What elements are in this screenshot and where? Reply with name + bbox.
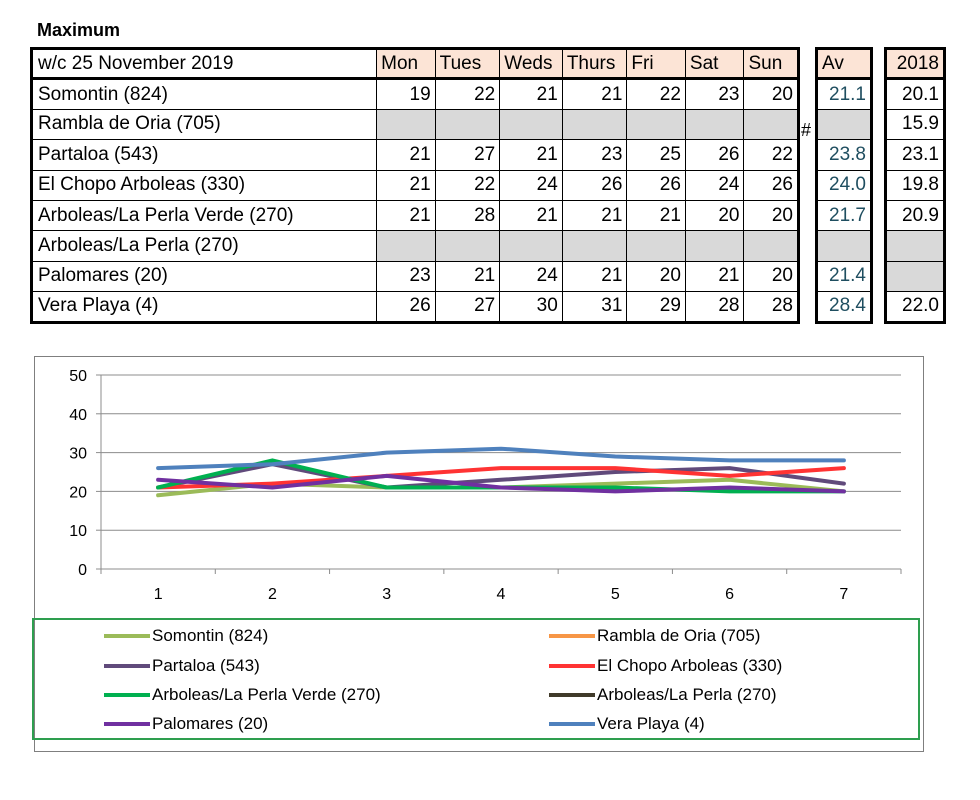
day-value: 27 xyxy=(435,140,500,170)
average-value xyxy=(817,109,872,139)
average-table xyxy=(815,47,873,324)
x-tick-label: 7 xyxy=(839,586,849,603)
day-value: 21 xyxy=(685,261,744,291)
x-tick-label: 6 xyxy=(725,586,735,603)
y-tick-label: 30 xyxy=(69,445,87,463)
day-value xyxy=(744,109,799,139)
site-name: Arboleas/La Perla Verde (270) xyxy=(32,200,377,230)
year-2018-value xyxy=(886,231,945,261)
day-value: 21 xyxy=(377,200,436,230)
series-line xyxy=(158,449,844,468)
year-2018-value: 20.1 xyxy=(886,79,945,109)
average-value: 21.4 xyxy=(817,261,872,291)
year-2018-table xyxy=(884,47,946,324)
temperature-table xyxy=(30,47,800,324)
day-value: 23 xyxy=(562,140,627,170)
table-row xyxy=(32,140,799,170)
chart-legend xyxy=(32,618,920,740)
day-value: 21 xyxy=(377,140,436,170)
x-tick-label: 3 xyxy=(382,586,392,603)
day-value: 20 xyxy=(744,261,799,291)
day-value xyxy=(435,231,500,261)
legend-label: Partaloa (543) xyxy=(152,656,260,675)
day-value: 23 xyxy=(377,261,436,291)
day-value: 28 xyxy=(744,292,799,322)
site-name: Partaloa (543) xyxy=(32,140,377,170)
year-2018-value xyxy=(886,261,945,291)
table-row xyxy=(32,261,799,291)
site-name: Palomares (20) xyxy=(32,261,377,291)
day-value: 28 xyxy=(435,200,500,230)
site-name: Vera Playa (4) xyxy=(32,292,377,322)
day-value: 21 xyxy=(435,261,500,291)
legend-label: El Chopo Arboleas (330) xyxy=(597,656,783,675)
page-title: Maximum xyxy=(37,20,121,40)
site-name: Rambla de Oria (705) xyxy=(32,109,377,139)
table-row xyxy=(32,109,799,139)
y-tick-label: 10 xyxy=(69,523,87,541)
day-value xyxy=(435,109,500,139)
y-tick-label: 0 xyxy=(78,562,87,579)
day-header: Sun xyxy=(744,49,799,79)
day-value xyxy=(627,231,686,261)
y-tick-label: 20 xyxy=(69,484,87,502)
day-header: Mon xyxy=(377,49,436,79)
x-tick-label: 1 xyxy=(153,586,163,603)
day-header: Tues xyxy=(435,49,500,79)
average-value: 28.4 xyxy=(817,292,872,322)
day-value: 20 xyxy=(744,200,799,230)
site-name: Somontin (824) xyxy=(32,79,377,109)
day-value xyxy=(685,109,744,139)
legend-swatch xyxy=(549,693,595,697)
legend-label: Somontin (824) xyxy=(152,626,269,645)
day-value: 31 xyxy=(562,292,627,322)
day-value xyxy=(744,231,799,261)
day-value xyxy=(562,231,627,261)
day-value: 24 xyxy=(685,170,744,200)
day-value xyxy=(500,231,563,261)
day-value xyxy=(562,109,627,139)
day-value: 26 xyxy=(562,170,627,200)
average-value: 21.1 xyxy=(817,79,872,109)
day-value: 30 xyxy=(500,292,563,322)
day-value: 28 xyxy=(685,292,744,322)
average-value: 23.8 xyxy=(817,140,872,170)
day-value: 20 xyxy=(685,200,744,230)
x-tick-label: 4 xyxy=(496,586,506,603)
day-value: 21 xyxy=(500,79,563,109)
average-value xyxy=(817,231,872,261)
day-value: 21 xyxy=(562,79,627,109)
table-row xyxy=(32,200,799,230)
day-value: 21 xyxy=(562,261,627,291)
day-value: 21 xyxy=(500,200,563,230)
day-value xyxy=(627,109,686,139)
day-value: 26 xyxy=(685,140,744,170)
legend-label: Arboleas/La Perla Verde (270) xyxy=(152,685,381,704)
year-header: 2018 xyxy=(886,49,945,79)
day-value: 25 xyxy=(627,140,686,170)
y-tick-label: 50 xyxy=(69,368,87,385)
x-tick-label: 2 xyxy=(267,586,277,603)
day-value xyxy=(685,231,744,261)
legend-label: Rambla de Oria (705) xyxy=(597,626,761,645)
legend-swatch xyxy=(549,664,595,668)
day-header: Sat xyxy=(685,49,744,79)
year-2018-value: 22.0 xyxy=(886,292,945,322)
day-value: 21 xyxy=(377,170,436,200)
site-name: El Chopo Arboleas (330) xyxy=(32,170,377,200)
day-value: 22 xyxy=(435,170,500,200)
x-tick-label: 5 xyxy=(610,586,620,603)
day-value: 20 xyxy=(627,261,686,291)
day-value xyxy=(377,231,436,261)
day-value: 22 xyxy=(744,140,799,170)
average-value: 24.0 xyxy=(817,170,872,200)
day-header: Weds xyxy=(500,49,563,79)
legend-label: Palomares (20) xyxy=(152,714,269,733)
average-value: 21.7 xyxy=(817,200,872,230)
year-2018-value: 23.1 xyxy=(886,140,945,170)
legend-swatch xyxy=(104,693,150,697)
legend-swatch xyxy=(104,722,150,726)
year-2018-value: 15.9 xyxy=(886,109,945,139)
hash-mark: # xyxy=(801,120,812,140)
legend-swatch xyxy=(549,722,595,726)
legend-swatch xyxy=(549,634,595,638)
day-value: 22 xyxy=(627,79,686,109)
year-2018-value: 20.9 xyxy=(886,200,945,230)
table-row xyxy=(32,231,799,261)
day-value: 20 xyxy=(744,79,799,109)
table-row xyxy=(32,170,799,200)
day-value: 27 xyxy=(435,292,500,322)
day-value: 26 xyxy=(377,292,436,322)
day-header: Fri xyxy=(627,49,686,79)
day-header: Thurs xyxy=(562,49,627,79)
week-label: w/c 25 November 2019 xyxy=(32,49,377,79)
day-value xyxy=(500,109,563,139)
legend-swatch xyxy=(104,634,150,638)
day-value: 22 xyxy=(435,79,500,109)
legend-label: Arboleas/La Perla (270) xyxy=(597,685,777,704)
year-2018-value: 19.8 xyxy=(886,170,945,200)
day-value: 26 xyxy=(627,170,686,200)
table-row xyxy=(32,292,799,322)
day-value: 21 xyxy=(500,140,563,170)
day-value: 23 xyxy=(685,79,744,109)
day-value: 19 xyxy=(377,79,436,109)
legend-label: Vera Playa (4) xyxy=(597,714,705,733)
day-value: 29 xyxy=(627,292,686,322)
site-name: Arboleas/La Perla (270) xyxy=(32,231,377,261)
day-value: 21 xyxy=(627,200,686,230)
legend-swatch xyxy=(104,664,150,668)
day-value: 21 xyxy=(562,200,627,230)
day-value: 24 xyxy=(500,261,563,291)
day-value: 24 xyxy=(500,170,563,200)
day-value: 26 xyxy=(744,170,799,200)
av-header: Av xyxy=(817,49,872,79)
table-row xyxy=(32,79,799,109)
y-tick-label: 40 xyxy=(69,406,87,424)
day-value xyxy=(377,109,436,139)
